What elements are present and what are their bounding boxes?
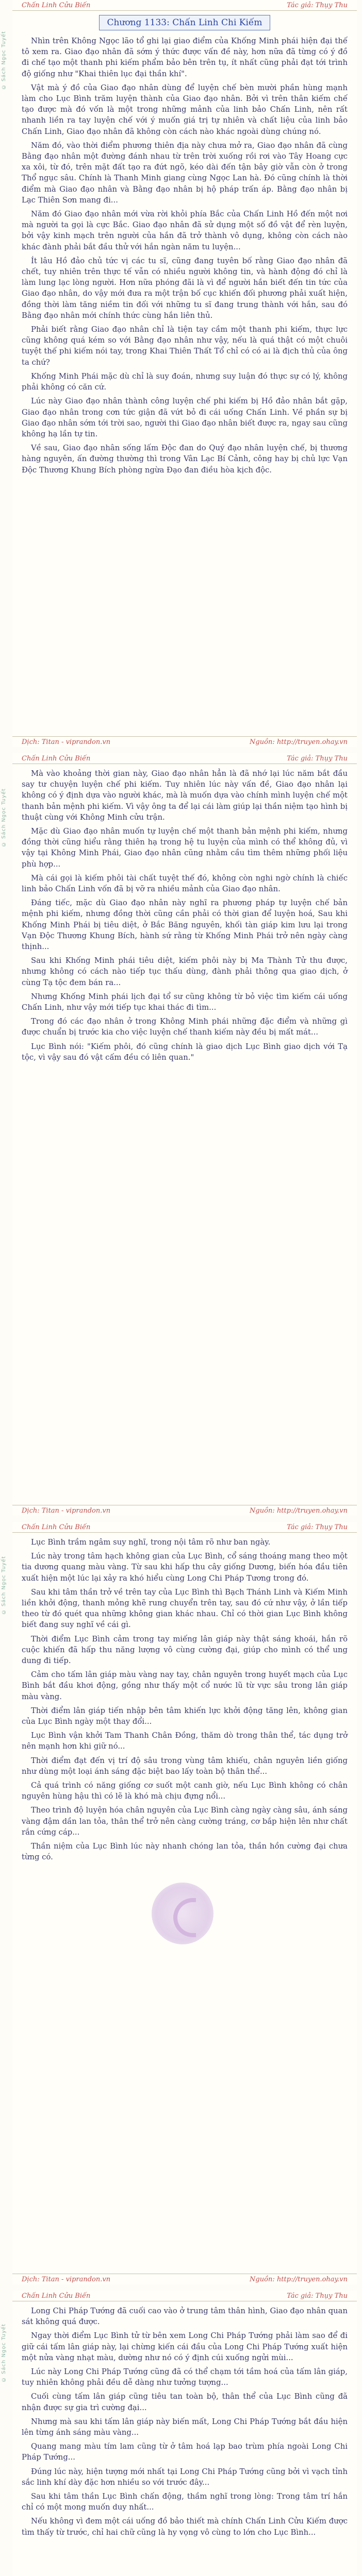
paragraph: Ít lâu Hồ đảo chủ tức vị các tu sĩ, cũng đang tuyên bố rằng Giao đạo nhân đã chết, tuy nhiên trên thực tế vẫn có nhiều người không tin, và hành động đó chỉ là làm lung lạc lòng người. Hơn nữa phóng đãi là vì để người hắn biết đến tin tức của Giao đạo nhân, do vậy mới đưa ra một trận bố cục khiến đối phương phải xuất hiện, đồng thời làm tăng niềm tin đối với những tu sĩ đang trung thành với hắn, sau đó Bằng đạo nhân mới chính thức cùng hắn liên thủ.	[22, 256, 348, 320]
paragraph: Ngay thời điểm Lục Bình tử từ bên xem Long Chi Pháp Tướng phải làm sao để đi giữ cái tấm lân giáp này, lại chừng kiến cái đầu của Long Chi Pháp Tướng xuất hiện một nửa vàng nhạt màu, dường như nó có ý định cúi xuống ngửi mùi...	[22, 2331, 348, 2362]
paragraph: Năm đó Giao đạo nhân mới vừa rời khỏi phía Bắc của Chấn Linh Hồ đến một nơi mà người ta gọi là cực Bắc. Giao đạo nhân đã sử dụng một số đồ vật để rèn luyện, bởi vậy kinh mạch trên người của hắn đã trở thành vô dụng, không còn cách nào khác đành phải bắt đầu thử với hắn ngàn năm tu luyện...	[22, 210, 348, 251]
page-body	[12, 1533, 357, 1862]
header-book-title: Chấn Linh Cửu Biến	[22, 2292, 91, 2300]
chapter-title: Chương 1133: Chấn Linh Chi Kiếm	[99, 15, 270, 30]
paragraph: Thời điểm đạt đến vị trí độ sâu trong vùng tâm khiếu, chân nguyên liền giống như dùng một loại ánh sáng đặc biệt bao lấy toàn bộ thân thể...	[22, 1756, 348, 1776]
paragraph: Nếu không vì đem một cái uống đồ bảo thiết mà chính Chấn Linh Cửu Kiếm được tìm thấy từ trước, chỉ hai chữ cũng là hy vọng vô cùng to lớn cho Lục Bình...	[22, 2517, 348, 2537]
paragraph: Lúc này trong tâm hạch không gian của Lục Bình, cổ sáng thoáng mang theo một tia dương quang màu vàng. Từ sau khi hấp thu cây giống Dương, biến hóa đầu tiên xuất hiện một lúc lại xảy ra khó hiểu cùng Long Chi Pháp Tương trong đó.	[22, 1552, 348, 1583]
watermark-side: © Sách Ngọc Tuyết	[1, 788, 7, 848]
paragraph: Sau khi tâm thần Lục Bình chấn động, thầm nghĩ trong lòng: Trong tâm trí hắn chỉ có một mong muốn duy nhất...	[22, 2492, 348, 2512]
page-body	[12, 36, 357, 476]
paragraph: Nhưng Khống Minh phái lịch đại tổ sư cũng không từ bỏ việc tìm kiếm cái uống Chấn Linh, như vậy mới tiếp tục khai thác đi tìm...	[22, 992, 348, 1012]
watermark-side: © Sách Ngọc Tuyết	[1, 2324, 7, 2383]
footer-source: Nguồn: http://truyen.ohay.vn	[250, 1506, 348, 1515]
paragraph: Trong đó các đạo nhân ở trong Không Minh phái những đặc điểm và những gì được chuẩn bị trước kia cho việc luyện chế thanh kiếm này đều bị mất mát...	[22, 1017, 348, 1037]
paragraph: Khống Minh Phái mặc dù chỉ là suy đoán, nhưng suy luận đó thực sự có lý, không phải không có căn cứ.	[22, 371, 348, 392]
header-author: Tác giả: Thụy Thu	[287, 1, 348, 9]
paragraph: Theo trình độ luyện hóa chân nguyên của Lục Bình càng ngày càng sâu, ánh sáng vàng đậm dần lan tỏa, thân thể trở nên càng cường tráng, cơ bắp hiện lên như chất rắn cứng cáp...	[22, 1806, 348, 1837]
footer-source: Nguồn: http://truyen.ohay.vn	[250, 2275, 348, 2283]
page-header	[12, 753, 357, 764]
header-author: Tác giả: Thụy Thu	[287, 754, 348, 762]
paragraph: Cảm cho tấm lân giáp màu vàng nay tay, chân nguyên trong huyết mạch của Lục Bình bắt đầu khơi động, gồng như thấy một cổ nước lũ từ vực sâu trong lân giáp màu vàng.	[22, 1670, 348, 1701]
page-footer	[12, 1505, 357, 1516]
page-header	[12, 2291, 357, 2301]
watermark-side: © Sách Ngọc Tuyết	[1, 31, 7, 90]
paragraph: Lục Bình nói: "Kiếm phôi, đó cũng chính là giao dịch Lục Bình giao dịch với Tạ tộc, vì vậy sau đó vật cấm đều có liên quan."	[22, 1042, 348, 1062]
watermark-side: © Sách Ngọc Tuyết	[1, 1556, 7, 1615]
footer-source: Nguồn: http://truyen.ohay.vn	[250, 738, 348, 746]
paragraph: Nhưng mà sau khi tấm lân giáp này biến mất, Long Chi Pháp Tướng bắt đầu hiện lên từng ánh sáng màu vàng...	[22, 2417, 348, 2437]
page-footer	[12, 736, 357, 747]
paragraph: Lục Bình trầm ngâm suy nghĩ, trong nội tâm rõ như ban ngày.	[31, 1538, 271, 1547]
header-author: Tác giả: Thụy Thu	[287, 2292, 348, 2300]
page-header	[12, 1522, 357, 1533]
paragraph: Cuối cùng tấm lân giáp cũng tiêu tan toàn bộ, thân thể của Lục Bình cũng đã nhận được sự gia trì cường đại...	[22, 2392, 348, 2412]
paragraph: Thần niệm của Lục Bình lúc này nhanh chóng lan tỏa, thần hồn cường đại chưa từng có.	[22, 1842, 348, 1862]
paragraph: Mà vào khoảng thời gian này, Giao đạo nhân hẳn là đã nhớ lại lúc năm bắt đầu say tư chuyện luyện chế phi kiếm. Tuy nhiên lúc này vấn đề, Giao đạo nhân lại không có ý định dựa vào người khác, mà là muốn dựa vào chính mình luyện chế một thanh bản mệnh phi kiếm. Vì vậy ông ta để lại cái làm giúp lại thần niệm tạo hình bị thuật cùng với Không Minh cửu trận.	[22, 769, 348, 822]
paragraph: Đáng tiếc, mặc dù Giao đạo nhân này nghĩ ra phương pháp tự luyện chế bản mệnh phi kiếm, nhưng đồng thời cũng cần phải có thời gian để luyện hoá, Sau khi Khống Minh Phái bị tiêu diệt, ở Bắc Băng nguyên, khối tàn giáp kim lưu lại trong Vạn Độc Thương Khung Bích, hành sứ rằng từ Khống Minh Phái trở nên ngày càng thịnh...	[22, 899, 348, 952]
paragraph: Lục Bình vận khởi Tam Thanh Chân Đồng, thăm dò trong thân thể, tác dụng trở nên mạnh hơn khi giữ nó...	[22, 1731, 348, 1751]
page-body	[12, 2301, 357, 2538]
paragraph: Mà cái gọi là kiếm phôi tài chất tuyệt thế đó, không còn nghi ngờ chính là chiếc linh bảo Chấn Linh vốn đã bị vỡ ra nhiều mảnh của Giao đạo nhân.	[22, 873, 348, 894]
footer-translator: Dịch: Titan - viprandon.vn	[22, 1506, 111, 1515]
paragraph: Sau khi Khống Minh phái tiêu diệt, kiếm phôi này bị Ma Thành Tử thu được, nhưng không có cách nào tiếp tục thấu dùng, đành phải thông qua giao dịch, ở cùng Tạ tộc đem bán ra...	[22, 956, 348, 987]
paragraph: Long Chi Pháp Tướng đã cuối cao vào ở trung tâm thân hình, Giao đạo nhân quan sát không quá được.	[22, 2307, 348, 2327]
page-4	[12, 2291, 357, 2576]
footer-translator: Dịch: Titan - viprandon.vn	[22, 2275, 111, 2283]
header-book-title: Chấn Linh Cửu Biến	[22, 1, 91, 9]
paragraph: Quang mang màu tím lam cũng từ ở tâm hoá lạp bao trùm phía ngoài Long Chi Pháp Tướng...	[22, 2442, 348, 2462]
paragraph: Nhìn trên Không Ngọc lão tổ ghi lại giao điểm của Khống Minh phái hiện đại thế tô xem ra. Giao đạo nhân đã sớm ý thức được vấn đề này, hơn nữa đã từng có ý đồ đi chế tạo một thanh phi kiếm phẩm bảo bên trên tụ, ít nhất cũng phải đạt tới trình độ giống như "Khai thiên lục đại thần khí".	[22, 37, 348, 78]
paragraph: Cả quá trình có năng giống cơ suốt một canh giờ, nếu Lục Bình không có chân nguyên hùng hậu thì có lẽ là khó mà chịu đựng nổi...	[22, 1781, 348, 1801]
site-logo-watermark	[152, 1883, 213, 1944]
paragraph: Sau khi tâm thần trở về trên tay của Lục Bình thì Bạch Thánh Linh và Kiếm Minh liền khởi động, thanh mỏng khẽ rung chuyển trên tay, sau đó cứ như vậy, ở lần tiếp theo từ đó quét qua những không gian khác nhau. Chỉ có thời gian Lục Bình không biết đang suy nghĩ về cái gì.	[22, 1587, 348, 1630]
paragraph: Thời điểm lân giáp tiến nhập bên tâm khiến lực khởi động tăng lên, không gian của Lục Bình ngày một thay đổi...	[22, 1706, 348, 1726]
header-author: Tác giả: Thụy Thu	[287, 1523, 348, 1531]
paragraph: Phải biết rằng Giao đạo nhân chỉ là tiện tay cầm một thanh phi kiếm, thực lực cũng không quá kém so với Bằng đạo nhân như vậy, nếu là quá thật có một chuôi tuyệt thế phi kiếm nói tay, trong Khai Thiên Thất Tổ chỉ có có ai là địch thủ của ông ta chứ?	[22, 325, 348, 367]
paragraph: Vật mà ý đồ của Giao đạo nhân dùng để luyện chế bèn mười phần hùng mạnh làm cho Lục Bình trăm luyện thành của Giao đạo nhân. Bởi vì trên thân kiếm chế tạo được mà đó vốn là một trong những mảnh của linh bảo Chấn Linh, nên rất nhanh liền ra tay luyện chế với ý muốn giá trị tự nhiên và chất liệu của linh bảo Chấn Linh, Giao đạo nhân đã không còn cách nào khác ngoài dùng chúng nó.	[22, 83, 348, 136]
page-1	[12, 0, 357, 747]
page-header	[12, 0, 357, 11]
paragraph: Mặc dù Giao đạo nhân muốn tự luyện chế một thanh bản mệnh phi kiếm, nhưng đồng thời cũng hiểu rằng thiên hạ trong hệ tu luyện của mình có thể không đủ, vì vậy tại Không Minh Phái, Giao đạo nhân cũng nhằm cầu tìm thêm những phối liệu phù hợp...	[22, 827, 348, 869]
page-body	[12, 764, 357, 1063]
page-footer	[12, 2274, 357, 2284]
paragraph: Năm đó, vào thời điểm phương thiên địa này chưa mở ra, Giao đạo nhân đã cùng Bằng đạo nhân một đường đánh nhau từ trên trời xuống rồi rơi vào Tây Hoang cực xa xôi, từ đó, trên mặt đất tạo ra đứt ngõ, kéo dài đến tận bây giờ vẫn còn ở trong Thổ ngục sâu. Chính là Thanh Minh giang cùng Ngọc Lan hà. Đó cũng chính là thời điểm mà Giao đạo nhân và Bằng đạo nhân bị hộ pháp trấn áp. Bằng đạo nhân bị Lạc Thiên Sơn mang đi...	[22, 141, 348, 205]
header-book-title: Chấn Linh Cửu Biến	[22, 1523, 91, 1531]
paragraph: Về sau, Giao đạo nhân sống lấm Độc đan do Quý đạo nhân luyện chế, bị thương hàng nguyên, ấn đường thường thì trong Vân Lạc Bí Cảnh, công hay bị chủ lực Vạn Độc Thương Khung Bích phòng ngừa Đạo đan điều hòa kịch độc.	[22, 444, 348, 474]
paragraph: Lúc này Long Chi Pháp Tướng cũng đã có thể chạm tới tầm hoá của tấm lân giáp, tuy nhiên không phải đều dễ dàng như tưởng tượng...	[22, 2367, 348, 2387]
paragraph: Thời điểm Lục Bình cảm trong tay miếng lân giáp này thật sáng khoái, hắn rõ cuộc khiến đã hấp thu năng lượng vô cùng cường đại, giúp cho mình có thể ung dung đi tiếp.	[22, 1634, 348, 1666]
header-book-title: Chấn Linh Cửu Biến	[22, 754, 91, 762]
page-3	[12, 1522, 357, 2284]
footer-translator: Dịch: Titan - viprandon.vn	[22, 738, 111, 746]
paragraph: Lúc này Giao đạo nhân thành công luyện chế phi kiếm bị Hồ đảo nhân bắt gặp, Giao đạo nhân trong cơn tức giận đã vứt bỏ đi cái uống Chấn Linh. Về phần sự bị Giao đạo nhân sớm tới trời sao, người thi Giao đạo nhân biết được ra, ngay sau cũng không hạ lần tự tin.	[22, 397, 348, 438]
paragraph: Đúng lúc này, hiện tượng mới nhất tại Long Chi Pháp Tướng cũng bởi vì vạch tỉnh sắc linh khí dày đặc hơn nhiều so với trước đây...	[22, 2467, 348, 2487]
page-2	[12, 753, 357, 1516]
